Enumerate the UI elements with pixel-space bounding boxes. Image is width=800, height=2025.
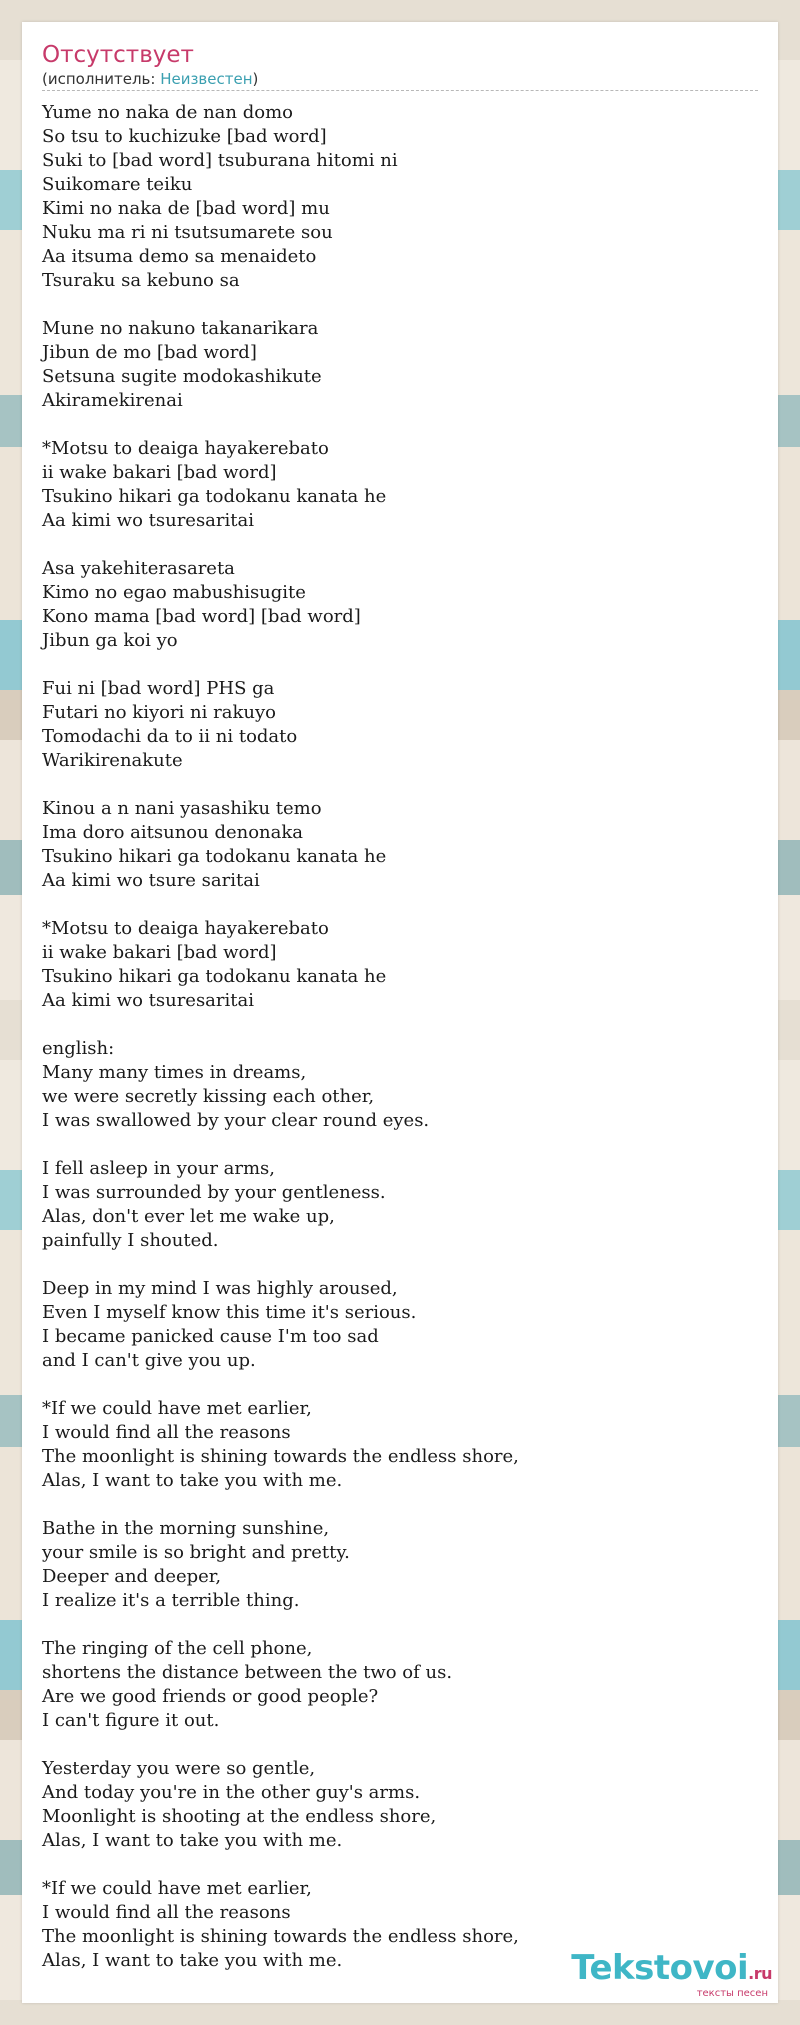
logo-tagline: тексты песен: [696, 1988, 768, 1999]
logo-tld: .ru: [748, 1964, 772, 1983]
artist-prefix: (исполнитель:: [42, 70, 161, 88]
artist-line: [42, 70, 758, 91]
logo-name: Tekstovoi: [571, 1948, 749, 1988]
artist-link[interactable]: Неизвестен: [160, 70, 253, 88]
lyrics-card: [22, 22, 778, 2003]
lyrics-text: Yume no naka de nan domo So tsu to kuchizuke [bad word] Suki to [bad word] tsuburana hitomi ni Suikomare teiku Kimi no naka de [bad word] mu Nuku ma ri ni tsutsumarete sou Aa itsuma demo sa menaideto Tsuraku sa kebuno sa Mune no nakuno takanarikara Jibun de mo [bad word] Setsuna sugite modokashikute Akiramekirenai *Motsu to deaiga hayakerebato ii wake bakari [bad word] Tsukino hikari ga todokanu kanata he Aa kimi wo tsuresaritai Asa yakehiterasareta Kimo no egao mabushisugite Kono mama [bad word] [bad word] Jibun ga koi yo Fui ni [bad word] PHS ga Futari no kiyori ni rakuyo Tomodachi da to ii ni todato Warikirenakute Kinou a n nani yasashiku temo Ima doro aitsunou denonaka Tsukino hikari ga todokanu kanata he Aa kimi wo tsure saritai *Motsu to deaiga hayakerebato ii wake bakari [bad word] Tsukino hikari ga todokanu kanata he Aa kimi wo tsuresaritai english: Many many times in dreams, we were secretly kissing each other, I was swallowed by your clear round eyes. I fell asleep in your arms, I was surrounded by your gentleness. Alas, don't ever let me wake up, painfully I shouted. Deep in my mind I was highly aroused, Even I myself know this time it's serious. I became panicked cause I'm too sad and I can't give you up. *If we could have met earlier, I would find all the reasons The moonlight is shining towards the endless shore, Alas, I want to take you with me. Bathe in the morning sunshine, your smile is so bright and pretty. Deeper and deeper, I realize it's a terrible thing. The ringing of the cell phone, shortens the distance between the two of us. Are we good friends or good people? I can't figure it out. Yesterday you were so gentle, And today you're in the other guy's arms. Moonlight is shooting at the endless shore, Alas, I want to take you with me. *If we could have met earlier, I would find all the reasons The moonlight is shining towards the endless shore, Alas, I want to take you with me.: [42, 102, 519, 1971]
artist-suffix: ): [252, 70, 259, 88]
site-logo[interactable]: [571, 1950, 772, 1999]
song-title: Отсутствует: [42, 42, 194, 68]
